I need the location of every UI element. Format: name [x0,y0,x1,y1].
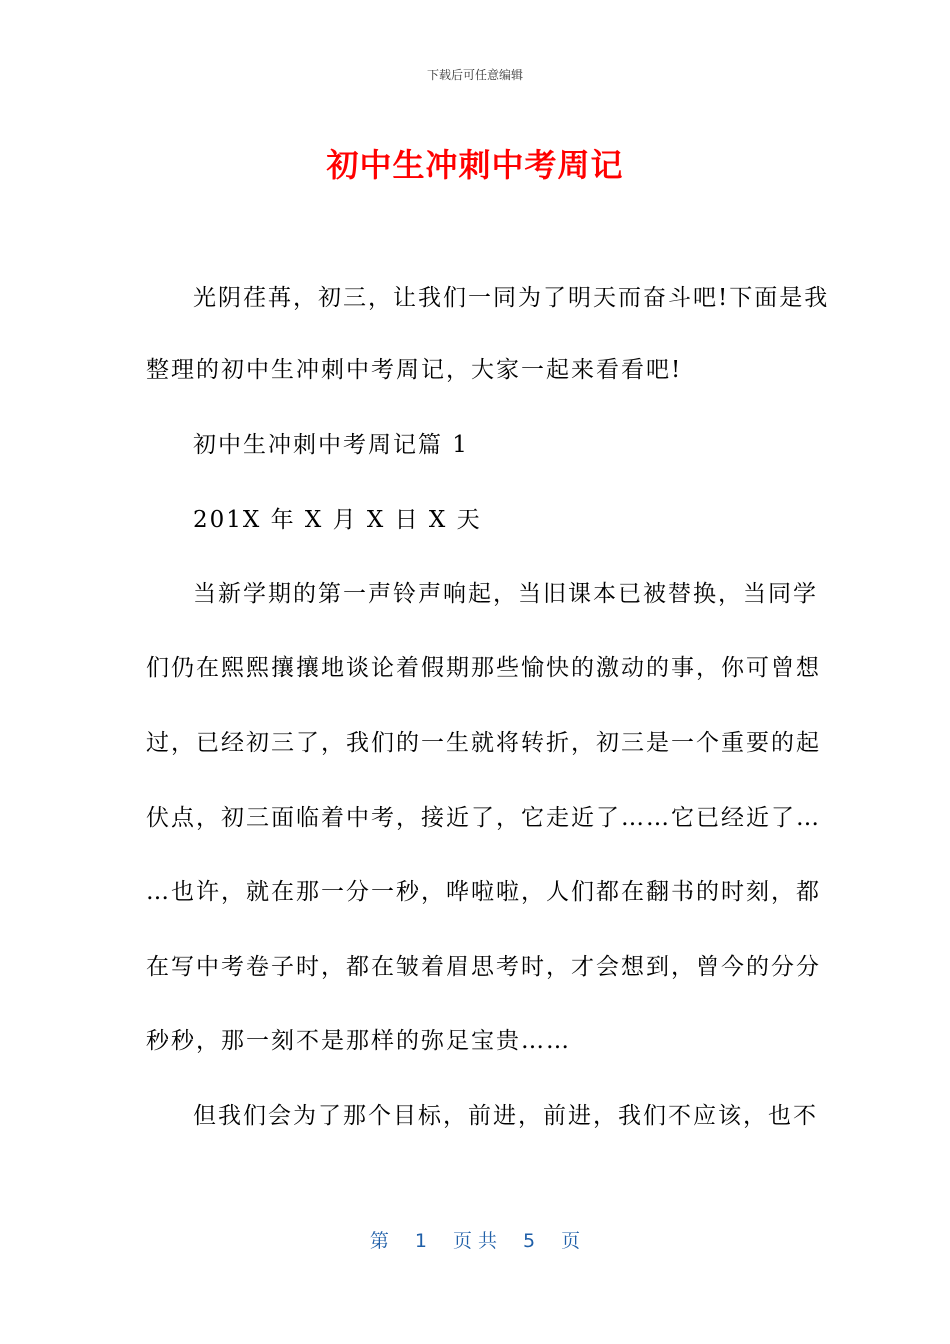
paragraph-line: 伏点，初三面临着中考，接近了，它走近了……它已经近了… [146,805,821,831]
paragraph-line: 光阴荏苒，初三，让我们一同为了明天而奋斗吧!下面是我 [193,285,830,311]
paragraph-line: 秒秒，那一刻不是那样的弥足宝贵…… [146,1028,571,1054]
paragraph-line: 整理的初中生冲刺中考周记，大家一起来看看吧! [146,357,683,383]
paragraph-line: 当新学期的第一声铃声响起，当旧课本已被替换，当同学 [193,581,818,607]
section-heading: 初中生冲刺中考周记篇 1 [193,432,469,458]
footer-suffix: 页 [561,1230,581,1252]
total-pages-number: 5 [523,1230,536,1252]
paragraph-line: 过，已经初三了，我们的一生就将转折，初三是一个重要的起 [146,730,821,756]
page-footer [0,1226,950,1253]
paragraph-line: 在写中考卷子时，都在皱着眉思考时，才会想到，曾今的分分 [146,954,821,980]
document-title: 初中生冲刺中考周记 [326,146,624,184]
current-page-number: 1 [414,1230,427,1252]
date-line: 201X 年 X 月 X 日 X 天 [193,507,482,533]
paragraph-line: …也许，就在那一分一秒，哗啦啦，人们都在翻书的时刻，都 [146,879,821,905]
footer-prefix: 第 [369,1230,389,1252]
footer-middle: 页 共 [452,1230,498,1252]
header-note: 下载后可任意编辑 [426,68,523,82]
paragraph-line: 但我们会为了那个目标，前进，前进，我们不应该，也不 [193,1103,818,1129]
paragraph-line: 们仍在熙熙攘攘地谈论着假期那些愉快的激动的事，你可曾想 [146,655,821,681]
